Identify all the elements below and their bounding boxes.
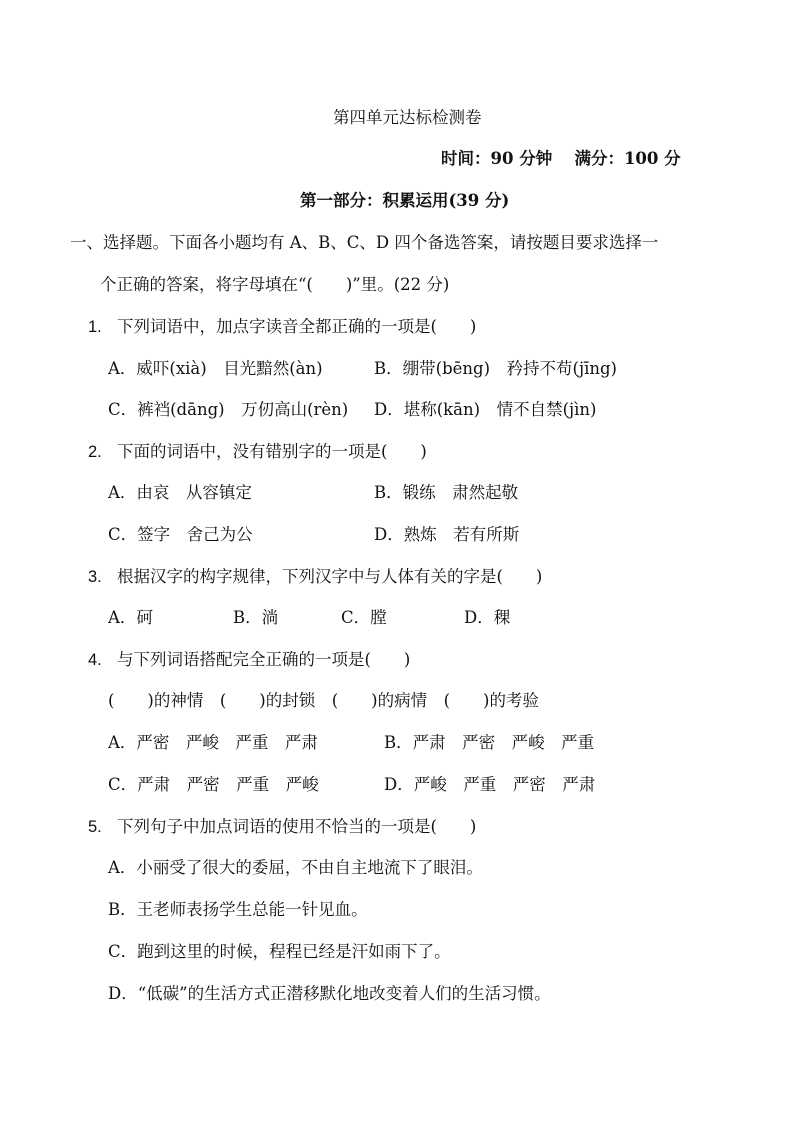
section-heading-line1: 一、选择题。下面各小题均有 A、B、C、D 四个备选答案，请按题目要求选择一 [70, 233, 659, 252]
option-b: B．淌 [233, 608, 279, 627]
option-a: A．严密 严峻 严重 严肃 [108, 733, 318, 752]
question-stem: 下列词语中，加点字读音全都正确的一项是( ) [117, 317, 477, 336]
page-title: 第四单元达标检测卷 [333, 108, 482, 127]
option-a: A．砢 [108, 608, 153, 627]
option-d: D．熟炼 若有所斯 [374, 525, 520, 544]
option-d: D．“低碳”的生活方式正潜移默化地改变着人们的生活习惯。 [108, 984, 551, 1003]
option-c: C．签字 舍己为公 [108, 525, 253, 544]
question-number: 3. [88, 568, 102, 586]
option-b: B．严肃 严密 严峻 严重 [384, 733, 595, 752]
question-number: 2. [88, 443, 102, 461]
question-number: 1. [88, 318, 102, 336]
question-stem: 下列句子中加点词语的使用不恰当的一项是( ) [117, 817, 477, 836]
question-number: 4. [88, 651, 102, 669]
option-d: D．堪称(kān) 情不自禁(jìn) [374, 400, 597, 419]
time-score-info: 时间：90 分钟 满分：100 分 [441, 149, 681, 168]
section-heading-line2: 个正确的答案，将字母填在“( )”里。(22 分) [100, 275, 450, 294]
part-title: 第一部分：积累运用(39 分) [300, 191, 510, 210]
question-stem: 与下列词语搭配完全正确的一项是( ) [117, 650, 411, 669]
option-b: B．王老师表扬学生总能一针见血。 [108, 900, 368, 919]
question-number: 5. [88, 818, 102, 836]
option-c: C．跑到这里的时候，程程已经是汗如雨下了。 [108, 942, 451, 961]
option-c: C．严肃 严密 严重 严峻 [108, 775, 319, 794]
option-a: A．由哀 从容镇定 [108, 483, 252, 502]
question-stem: 根据汉字的构字规律，下列汉字中与人体有关的字是( ) [117, 567, 543, 586]
option-a: A．威吓(xià) 目光黯然(àn) [108, 359, 323, 378]
option-b: B．绷带(bēng) 矜持不苟(jīng) [374, 359, 617, 378]
option-a: A．小丽受了很大的委屈，不由自主地流下了眼泪。 [108, 858, 483, 877]
option-c: C．裤裆(dāng) 万仞高山(rèn) [108, 400, 349, 419]
fill-in-line: ( )的神情 ( )的封锁 ( )的病情 ( )的考验 [108, 691, 539, 710]
option-b: B．锻练 肃然起敬 [374, 483, 519, 502]
option-d: D．稞 [464, 608, 511, 627]
option-d: D．严峻 严重 严密 严肃 [384, 775, 596, 794]
question-stem: 下面的词语中，没有错别字的一项是( ) [117, 442, 427, 461]
option-c: C．膛 [341, 608, 387, 627]
